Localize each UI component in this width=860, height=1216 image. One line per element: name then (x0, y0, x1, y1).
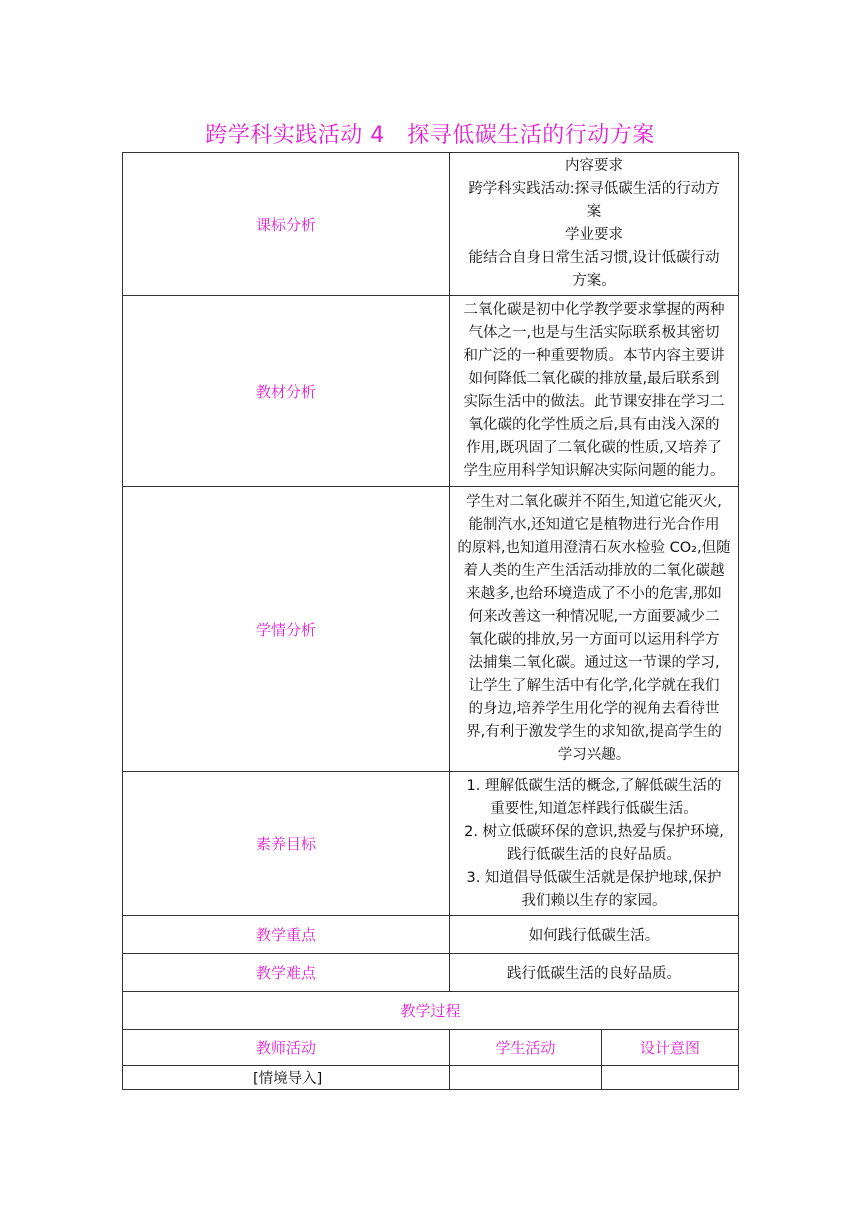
goals-row (123, 772, 739, 916)
textbook-content: 二氧化碳是初中化学教学要求掌握的两种 气体之一,也是与生活实际联系极其密切 和广泛的一种重要物质。本节内容主要讲 如何降低二氧化碳的排放量,最后联系到 实际生活中的做法。此节课安排在学习二 氧化碳的化学性质之后,具有由浅入深的 作用,既巩固了二氧化碳的性质,又培养了 学生应用科学知识解决实际问题的能力。 (450, 296, 739, 487)
lesson-plan-table (122, 152, 739, 1090)
design-intent-cell (602, 1066, 739, 1090)
key-value: 如何践行低碳生活。 (450, 916, 739, 954)
textbook-row (123, 296, 739, 487)
student-content: 学生对二氧化碳并不陌生,知道它能灭火, 能制汽水,还知道它是植物进行光合作用 的原料,也知道用澄清石灰水检验 CO₂,但随 着人类的生产生活活动排放的二氧化碳越 来越多,也给环境造成了不小的危害,那如 何来改善这一种情况呢,一方面要减少二 氧化碳的排放,另一方面可以运用科学方 法捕集二氧化碳。通过这一节课的学习, 让学生了解生活中有化学,化学就在我们 的身边,培养学生用化学的视角去看待世 界,有利于激发学生的求知欲,提高学生的 学习兴趣。 (450, 487, 739, 772)
student-activity-cell (450, 1066, 602, 1090)
column-teacher: 教师活动 (123, 1030, 450, 1066)
student-row (123, 487, 739, 772)
difficulty-value: 践行低碳生活的良好品质。 (450, 954, 739, 992)
process-header-row (123, 992, 739, 1030)
curriculum-content: 内容要求 跨学科实践活动:探寻低碳生活的行动方 案 学业要求 能结合自身日常生活习惯,设计低碳行动 方案。 (450, 153, 739, 296)
difficulty-label: 教学难点 (123, 954, 450, 992)
column-student: 学生活动 (450, 1030, 602, 1066)
process-header: 教学过程 (123, 992, 739, 1030)
process-columns-row (123, 1030, 739, 1066)
curriculum-label: 课标分析 (123, 153, 450, 296)
key-label: 教学重点 (123, 916, 450, 954)
goals-content: 1. 理解低碳生活的概念,了解低碳生活的 重要性,知道怎样践行低碳生活。 2. 树立低碳环保的意识,热爱与保护环境, 践行低碳生活的良好品质。 3. 知道倡导低碳生活就是保护地球,保护 我们赖以生存的家园。 (450, 772, 739, 916)
goals-label: 素养目标 (123, 772, 450, 916)
curriculum-row (123, 153, 739, 296)
key-row (123, 916, 739, 954)
page-title: 跨学科实践活动 4 探寻低碳生活的行动方案 (205, 123, 655, 148)
process-row (123, 1066, 739, 1090)
difficulty-row (123, 954, 739, 992)
textbook-label: 教材分析 (123, 296, 450, 487)
scenario-intro: [情境导入] (123, 1066, 450, 1090)
student-label: 学情分析 (123, 487, 450, 772)
column-intent: 设计意图 (602, 1030, 739, 1066)
